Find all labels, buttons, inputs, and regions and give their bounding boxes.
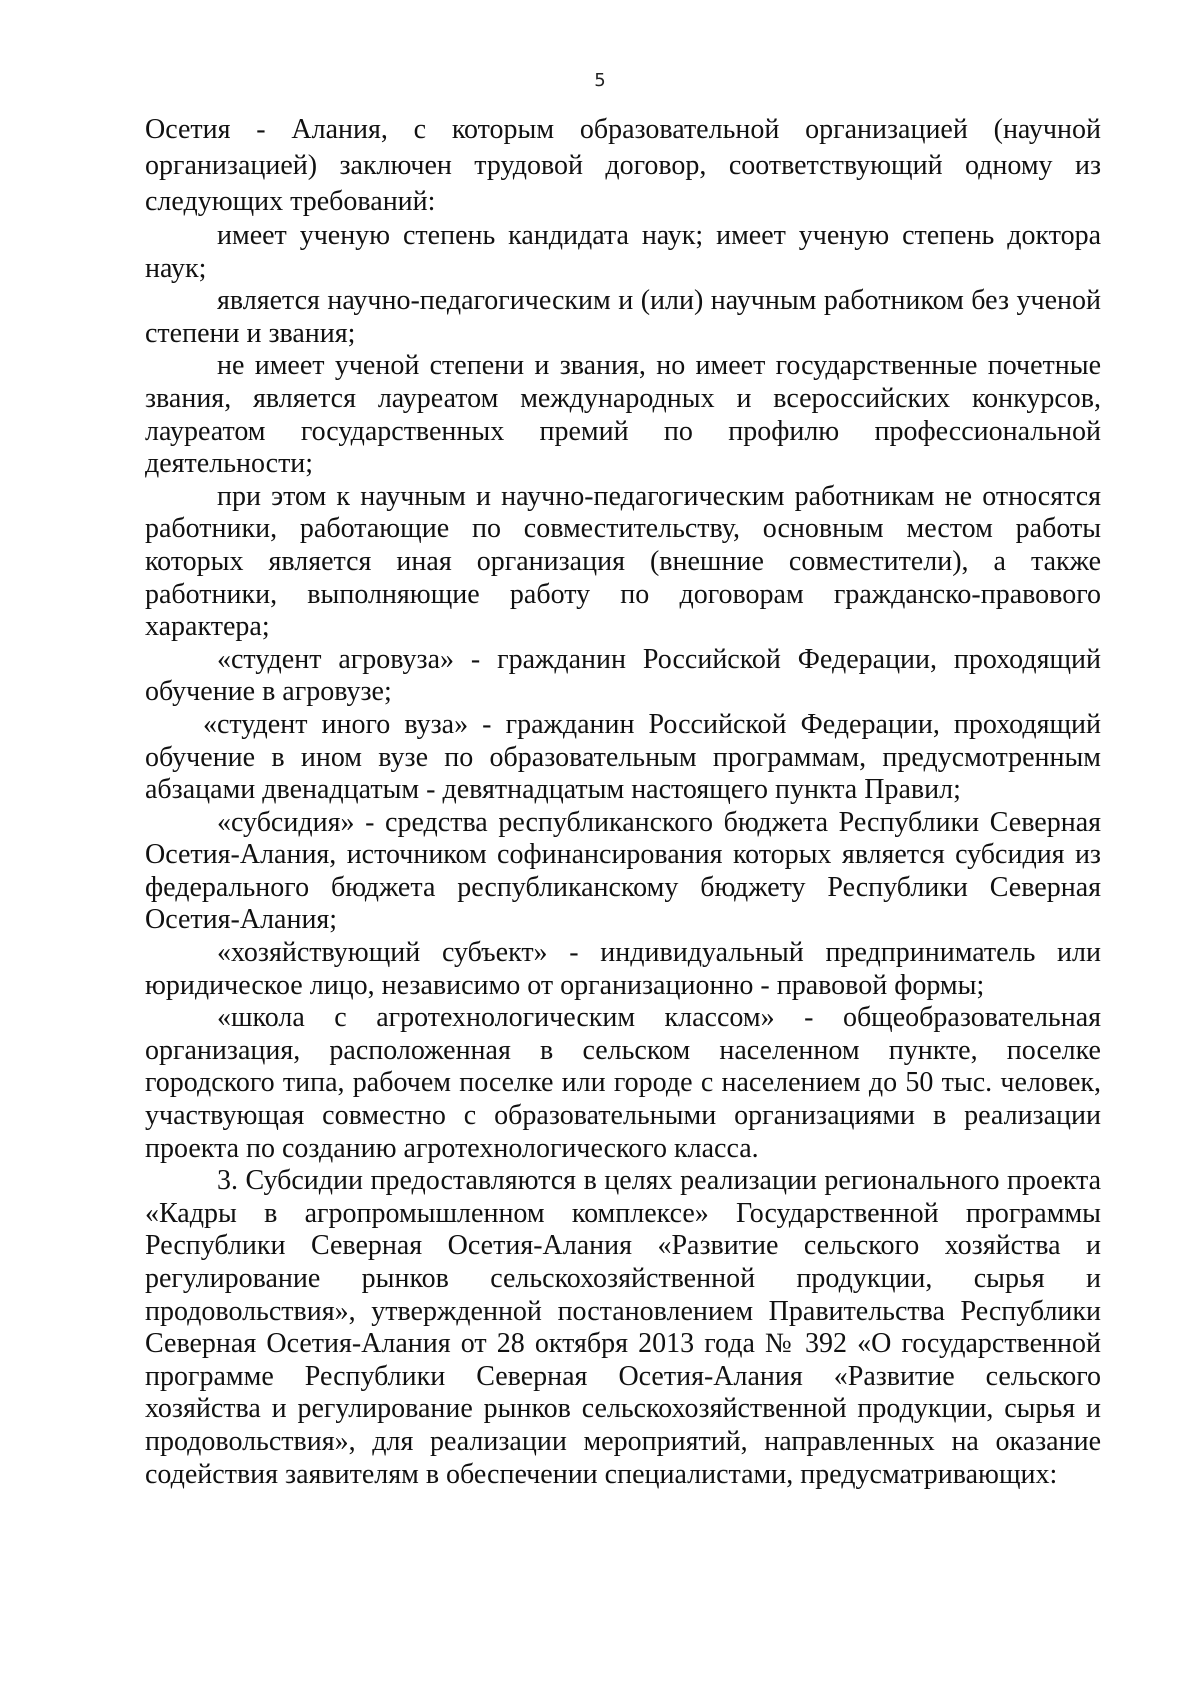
paragraph-continuation: Осетия - Алания, с которым образовательной организацией (научной организацией) заключен трудовой договор, соответствующий одному из следующих требований: — [145, 114, 1101, 217]
page-number: 5 — [594, 70, 606, 91]
paragraph-definition-school: «школа с агротехнологическим классом» - общеобразовательная организация, расположенная в сельском населенном пункте, поселке городского типа, рабочем поселке или городе с населением до 50 тыс. человек, участвующая совместно с образовательными организациями в реализации проекта по созданию агротехнологического класса. — [145, 1002, 1101, 1164]
paragraph-requirement-honorary: не имеет ученой степени и звания, но имеет государственные почетные звания, является лауреатом международных и всероссийских конкурсов, лауреатом государственных премий по профилю профессиональной деятельности; — [145, 350, 1101, 480]
paragraph-requirement-no-degree: является научно-педагогическим и (или) научным работником без ученой степени и звания; — [145, 285, 1101, 349]
paragraph-exclusions: при этом к научным и научно-педагогическим работникам не относятся работники, работающие по совместительству, основным местом работы которых является иная организация (внешние совместители), а также работники, выполняющие работу по договорам гражданско-правового характера; — [145, 480, 1101, 643]
document-body — [145, 112, 1101, 1491]
paragraph-requirement-degree: имеет ученую степень кандидата наук; имеет ученую степень доктора наук; — [145, 220, 1101, 284]
paragraph-definition-subsidy: «субсидия» - средства республиканского бюджета Республики Северная Осетия-Алания, источником софинансирования которых является субсидия из федерального бюджета республиканскому бюджету Республики Северная Осетия-Алания; — [145, 806, 1101, 936]
paragraph-definition-agro-student: «студент агровуза» - гражданин Российской Федерации, проходящий обучение в агровузе; — [145, 643, 1101, 708]
paragraph-section-3: 3. Субсидии предоставляются в целях реализации регионального проекта «Кадры в агропромышленном комплексе» Государственной программы Республики Северная Осетия-Алания «Развитие сельского хозяйства и регулирование рынков сельскохозяйственной продукции, сырья и продовольствия», утвержденной постановлением Правительства Республики Северная Осетия-Алания от 28 октября 2013 года № 392 «О государственной программе Республики Северная Осетия-Алания «Развитие сельского хозяйства и регулирование рынков сельскохозяйственной продукции, сырья и продовольствия», для реализации мероприятий, направленных на оказание содействия заявителям в обеспечении специалистами, предусматривающих: — [145, 1165, 1101, 1490]
paragraph-definition-other-student: «студент иного вуза» - гражданин Российской Федерации, проходящий обучение в ином вузе по образовательным программам, предусмотренным абзацами двенадцатым - девятнадцатым настоящего пункта Правил; — [145, 708, 1101, 806]
paragraph-definition-business-entity: «хозяйствующий субъект» - индивидуальный предприниматель или юридическое лицо, независимо от организационно - правовой формы; — [145, 937, 1101, 1001]
